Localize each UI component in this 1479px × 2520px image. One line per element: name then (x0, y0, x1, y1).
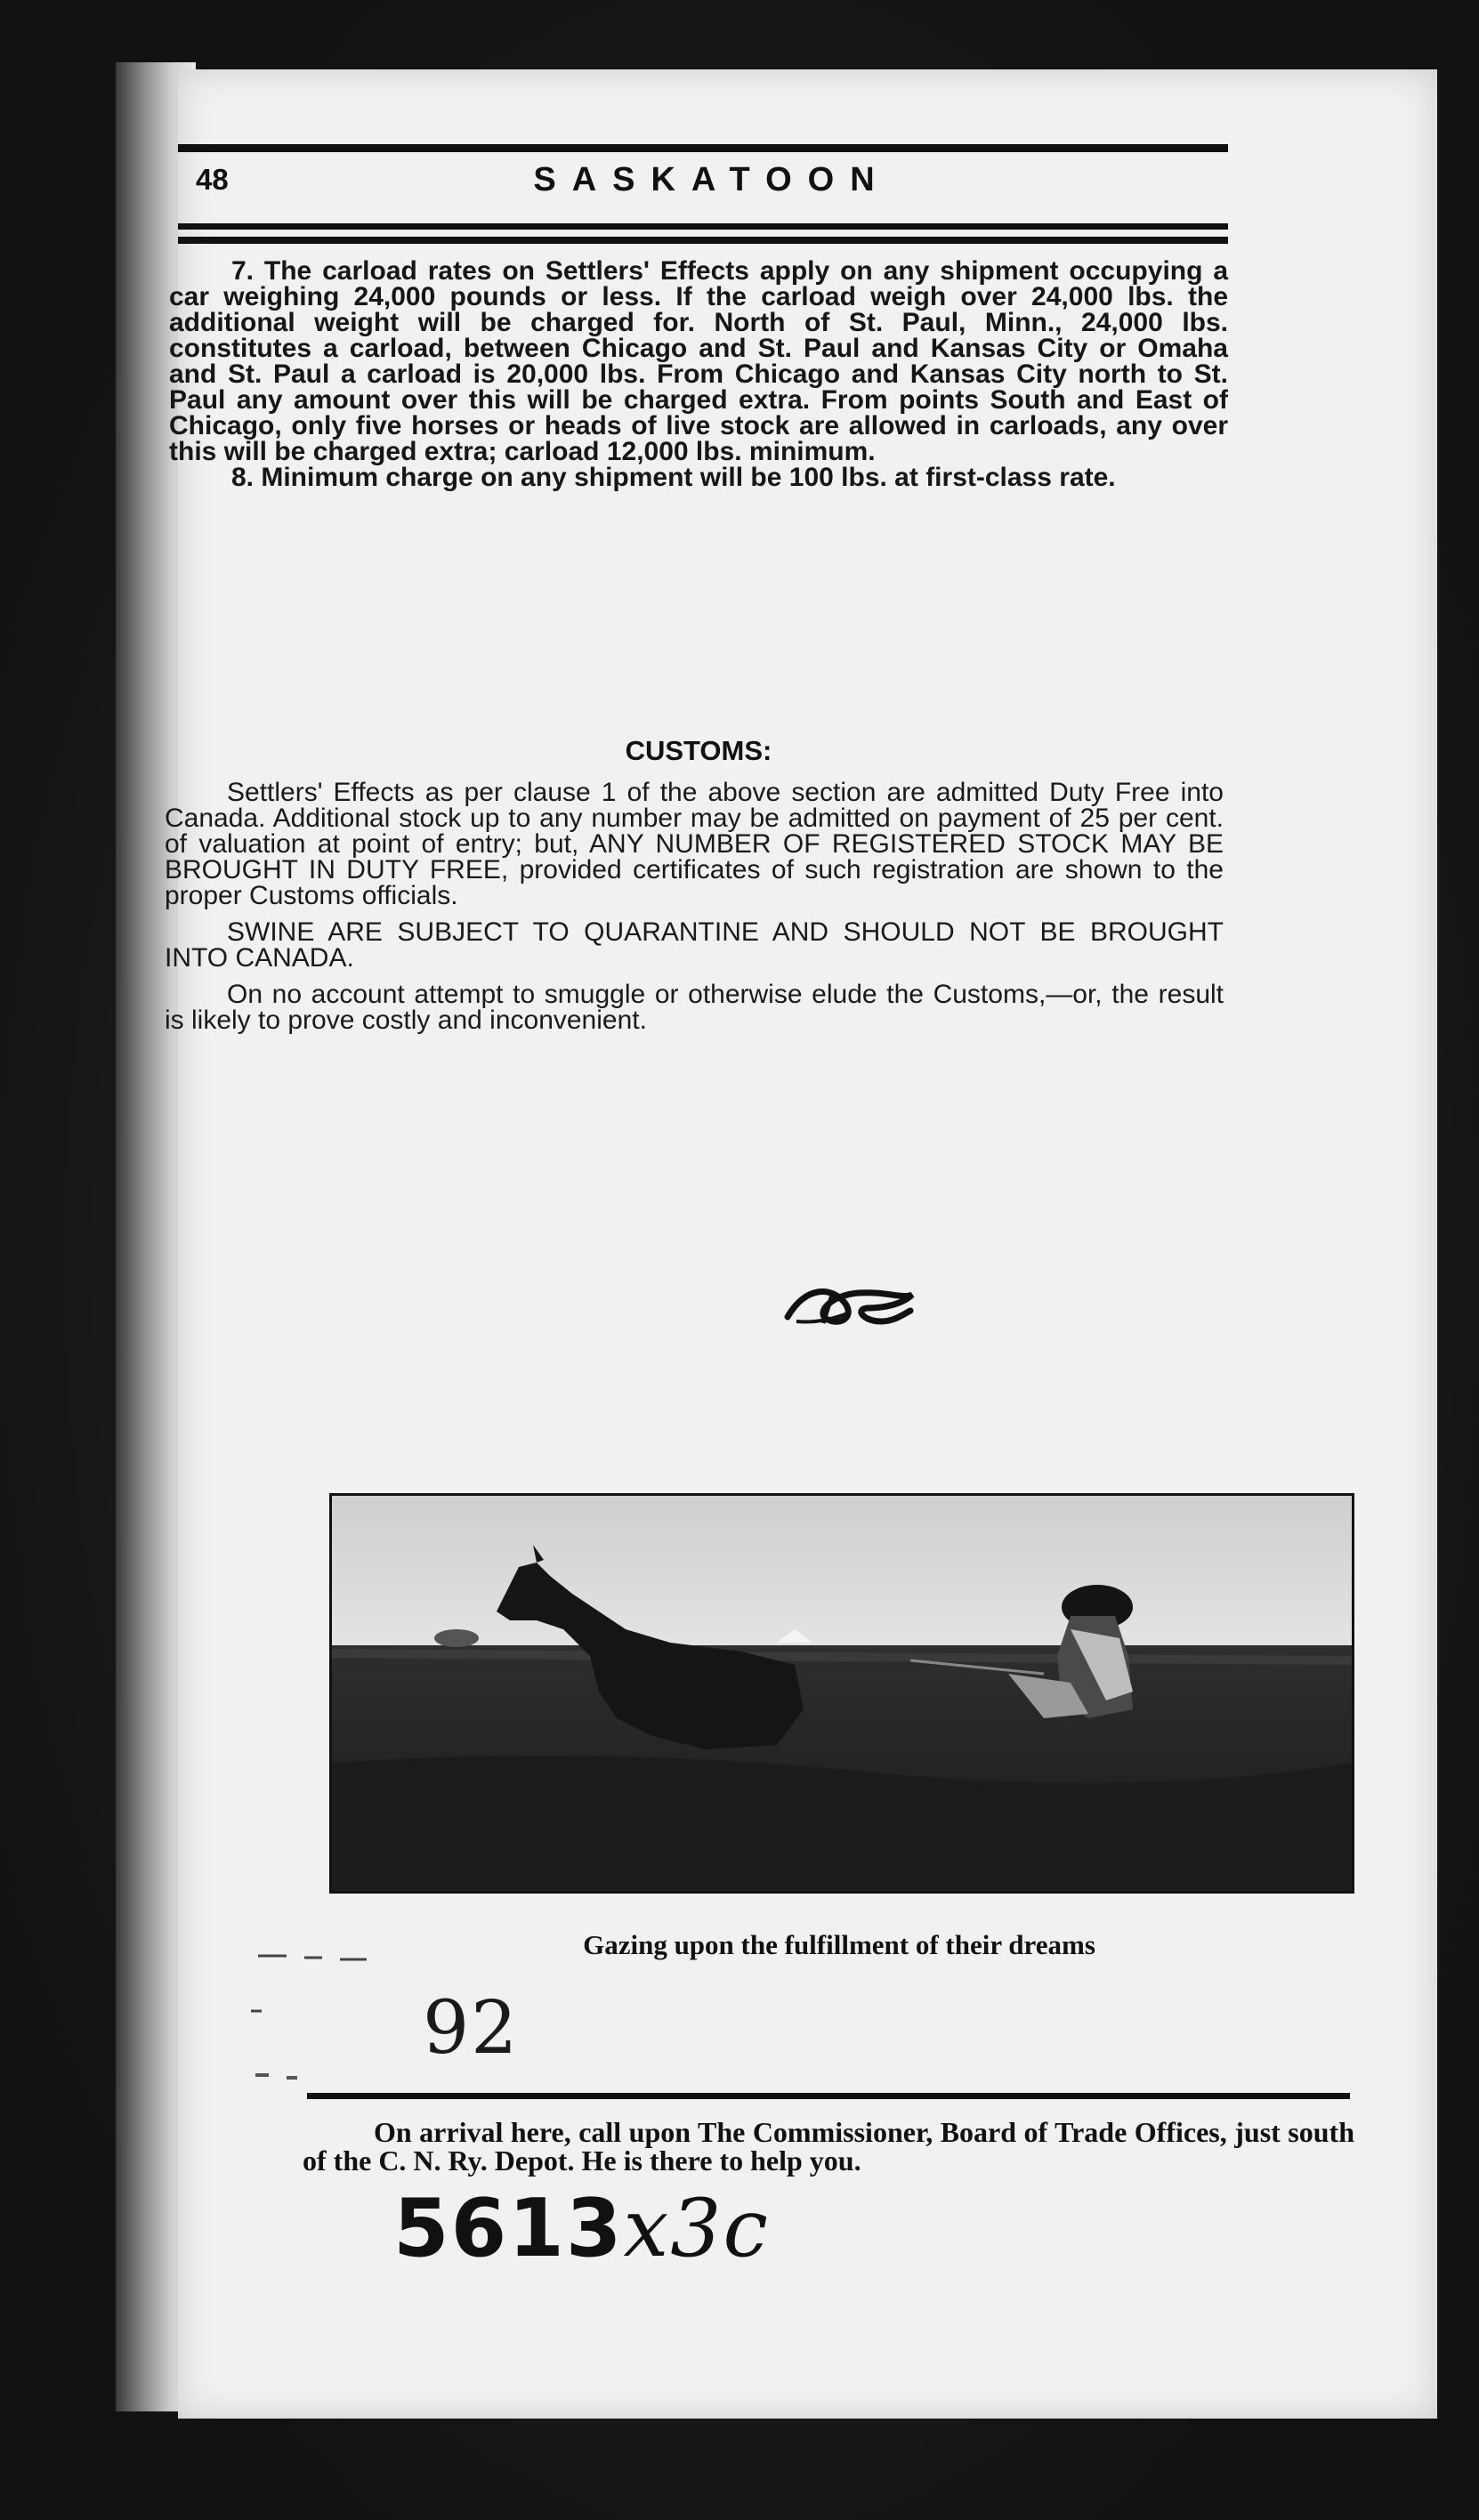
header-rule-bottom-1 (178, 223, 1228, 230)
footer-notice-text: On arrival here, call upon The Commissioner, Board of Trade Offices, just south of the C. N. Ry. Depot. He is there to help you. (303, 2116, 1354, 2177)
handwritten-page-number: 92 (423, 1986, 520, 2071)
rates-paragraph-8: 8. Minimum charge on any shipment will be 100 lbs. at first-class rate. (231, 463, 1116, 492)
running-title: SASKATOON (533, 161, 891, 198)
photo-caption: Gazing upon the fulfillment of their dreams (583, 1929, 1095, 1960)
customs-section (165, 779, 1224, 1044)
customs-paragraph-swine: SWINE ARE SUBJECT TO QUARANTINE AND SHOULD NOT BE BROUGHT INTO CANADA. (165, 917, 1224, 973)
accession-number: 5613 (393, 2182, 624, 2275)
ornament-flourish-icon (779, 1268, 921, 1339)
customs-paragraph-smuggling: On no account attempt to smuggle or otherwise elude the Customs,—or, the result is likely to prove costly and inconvenient. (165, 980, 1224, 1035)
page-number: 48 (196, 163, 229, 196)
footer-rule (307, 2093, 1350, 2099)
margin-pencil-marks (251, 1949, 376, 2109)
customs-paragraph-duty-free: Settlers' Effects as per clause 1 of the above section are admitted Duty Free into Canada. Additional stock up to any number may be admitted on payment of 25 per cent. of valuation at point of entry; but, ANY NUMBER OF REGISTERED STOCK MAY BE BROUGHT IN DUTY FREE, provided certificates of such registration are shown to the proper Customs officials. (165, 778, 1224, 910)
accession-suffix: x3c (623, 2182, 770, 2275)
rates-section (169, 258, 1228, 490)
footer-notice (303, 2118, 1354, 2175)
photograph-horse-and-rider (329, 1493, 1354, 1894)
header-rule-bottom-2 (178, 237, 1228, 244)
rates-paragraph-7: 7. The carload rates on Settlers' Effects apply on any shipment occupying a car weighing 24,000 pounds or less. If the carload weigh over 24,000 lbs. the additional weight will be charged for. North of St. Paul, Minn., 24,000 lbs. constitutes a carload, between Chicago and St. Paul and Kansas City or Omaha and St. Paul a carload is 20,000 lbs. From Chicago and Kansas City north to St. Paul any amount over this will be charged extra. From points South and East of Chicago, only five horses or heads of live stock are allowed in carloads, any over this will be charged extra; carload 12,000 lbs. minimum. (169, 256, 1228, 466)
accession-stamp (393, 2182, 770, 2275)
header-rule-top (178, 144, 1228, 152)
customs-heading: CUSTOMS: (625, 735, 772, 766)
